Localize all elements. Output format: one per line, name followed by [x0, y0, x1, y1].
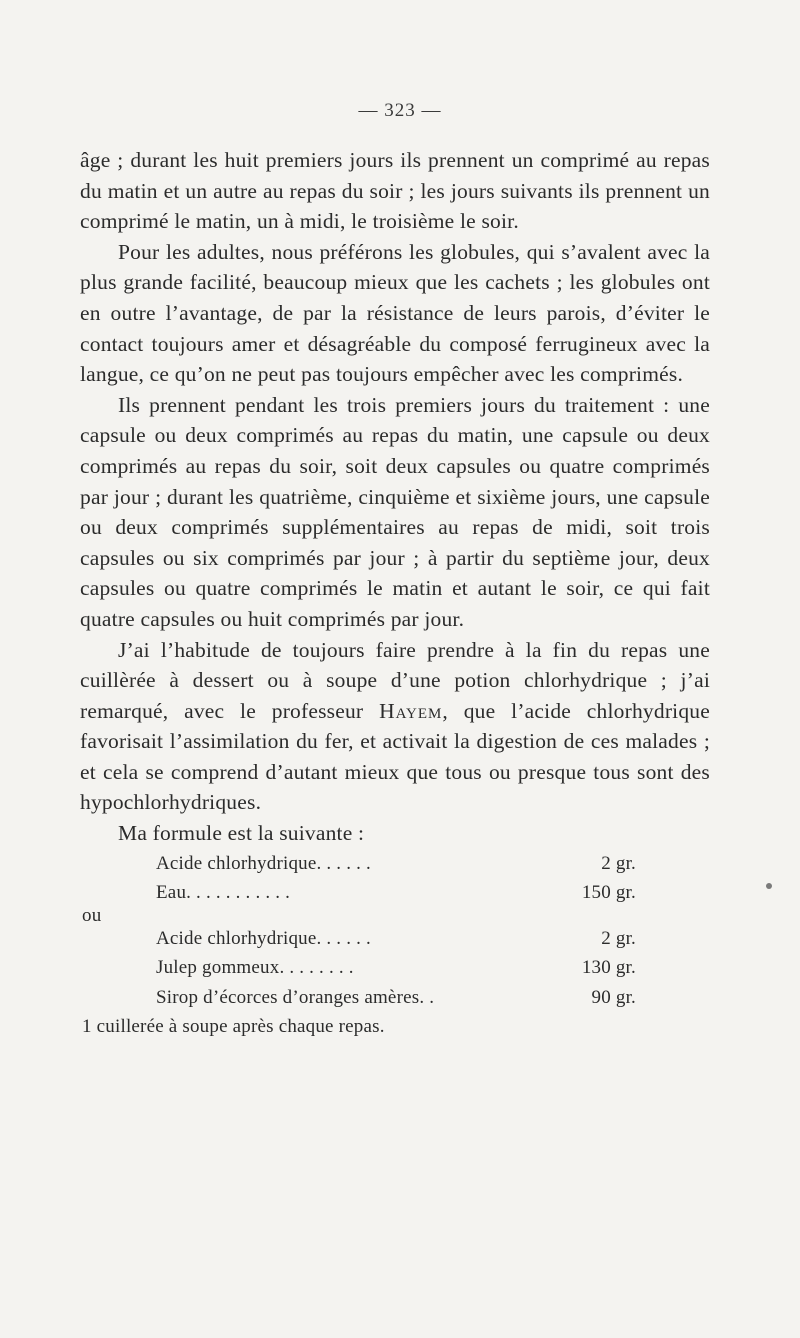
page-number: — 323 — — [358, 100, 442, 121]
paragraph-4 — [80, 635, 710, 819]
paragraph-2: Pour les adultes, nous préférons les globules, qui s’avalent avec la plus grande facilité, beaucoup mieux que les cachets ; les globules ont en outre l’avantage, de par la résistance de leurs parois, d’éviter le contact toujours amer et désagréable du composé ferrugineux avec la langue, ce qu’on ne peut pas toujours empêcher avec les comprimés. — [80, 239, 710, 387]
formula-list — [80, 849, 710, 1013]
formula-row — [80, 953, 710, 983]
formula-row — [80, 983, 710, 1013]
ingredient-name: Julep gommeux. . . . . . . . — [156, 957, 354, 979]
formula-intro: Ma formule est la suivante : — [118, 821, 365, 846]
formula-row — [80, 878, 710, 908]
paragraph-4-end: , que l’acide chlorhydrique favorisait l’assimilation du fer, et activait la digestion de ces malades ; et cela se comprend d’autant mieux que tous ou presque tous sont des hypochlorhydriques. — [80, 698, 710, 815]
ingredient-quantity: 2 gr. — [601, 852, 636, 874]
ingredient-name: Sirop d’écorces d’oranges amères. . — [156, 986, 435, 1008]
paragraph-3: Ils prennent pendant les trois premiers jours du traitement : une capsule ou deux comprimés au repas du matin, une capsule ou deux comprimés au repas du soir, soit deux capsules ou quatre comprimés par jour ; durant les quatrième, cinquième et sixième jours, une capsule ou deux comprimés supplémentaires au repas de midi, soit trois capsules ou six comprimés par jour ; à partir du septième jour, deux capsules ou quatre comprimés le matin et autant le soir, ce qui fait quatre capsules ou huit comprimés par jour. — [80, 392, 710, 631]
author-name: Hayem — [379, 698, 443, 723]
paragraph-4-start: J’ai l’habitude de toujours faire prendre à la fin du repas une cuillèrée à dessert ou à soupe d’une potion chlorhydrique ; j’ai remarqué, avec le professeur — [80, 637, 710, 723]
ingredient-name: Acide chlorhydrique. . . . . . — [156, 927, 371, 949]
alternative-separator: ou — [82, 904, 102, 926]
paragraph-1: âge ; durant les huit premiers jours ils prennent un comprimé au repas du matin et un autre au repas du soir ; les jours suivants ils prennent un comprimé le matin, un à midi, le troisième le soir. — [80, 148, 710, 234]
ingredient-quantity: 2 gr. — [601, 927, 636, 949]
ingredient-quantity: 150 gr. — [581, 882, 636, 904]
formula-row — [80, 849, 710, 879]
ingredient-name: Eau. . . . . . . . . . . — [156, 882, 291, 904]
ingredient-name: Acide chlorhydrique. . . . . . — [156, 852, 371, 874]
dosage-instruction: 1 cuillerée à soupe après chaque repas. — [82, 1016, 385, 1038]
ingredient-quantity: 130 gr. — [581, 957, 636, 979]
body-text — [80, 145, 710, 1042]
ingredient-quantity: 90 gr. — [591, 986, 636, 1008]
paper-speck — [766, 883, 772, 889]
formula-row — [80, 924, 710, 954]
